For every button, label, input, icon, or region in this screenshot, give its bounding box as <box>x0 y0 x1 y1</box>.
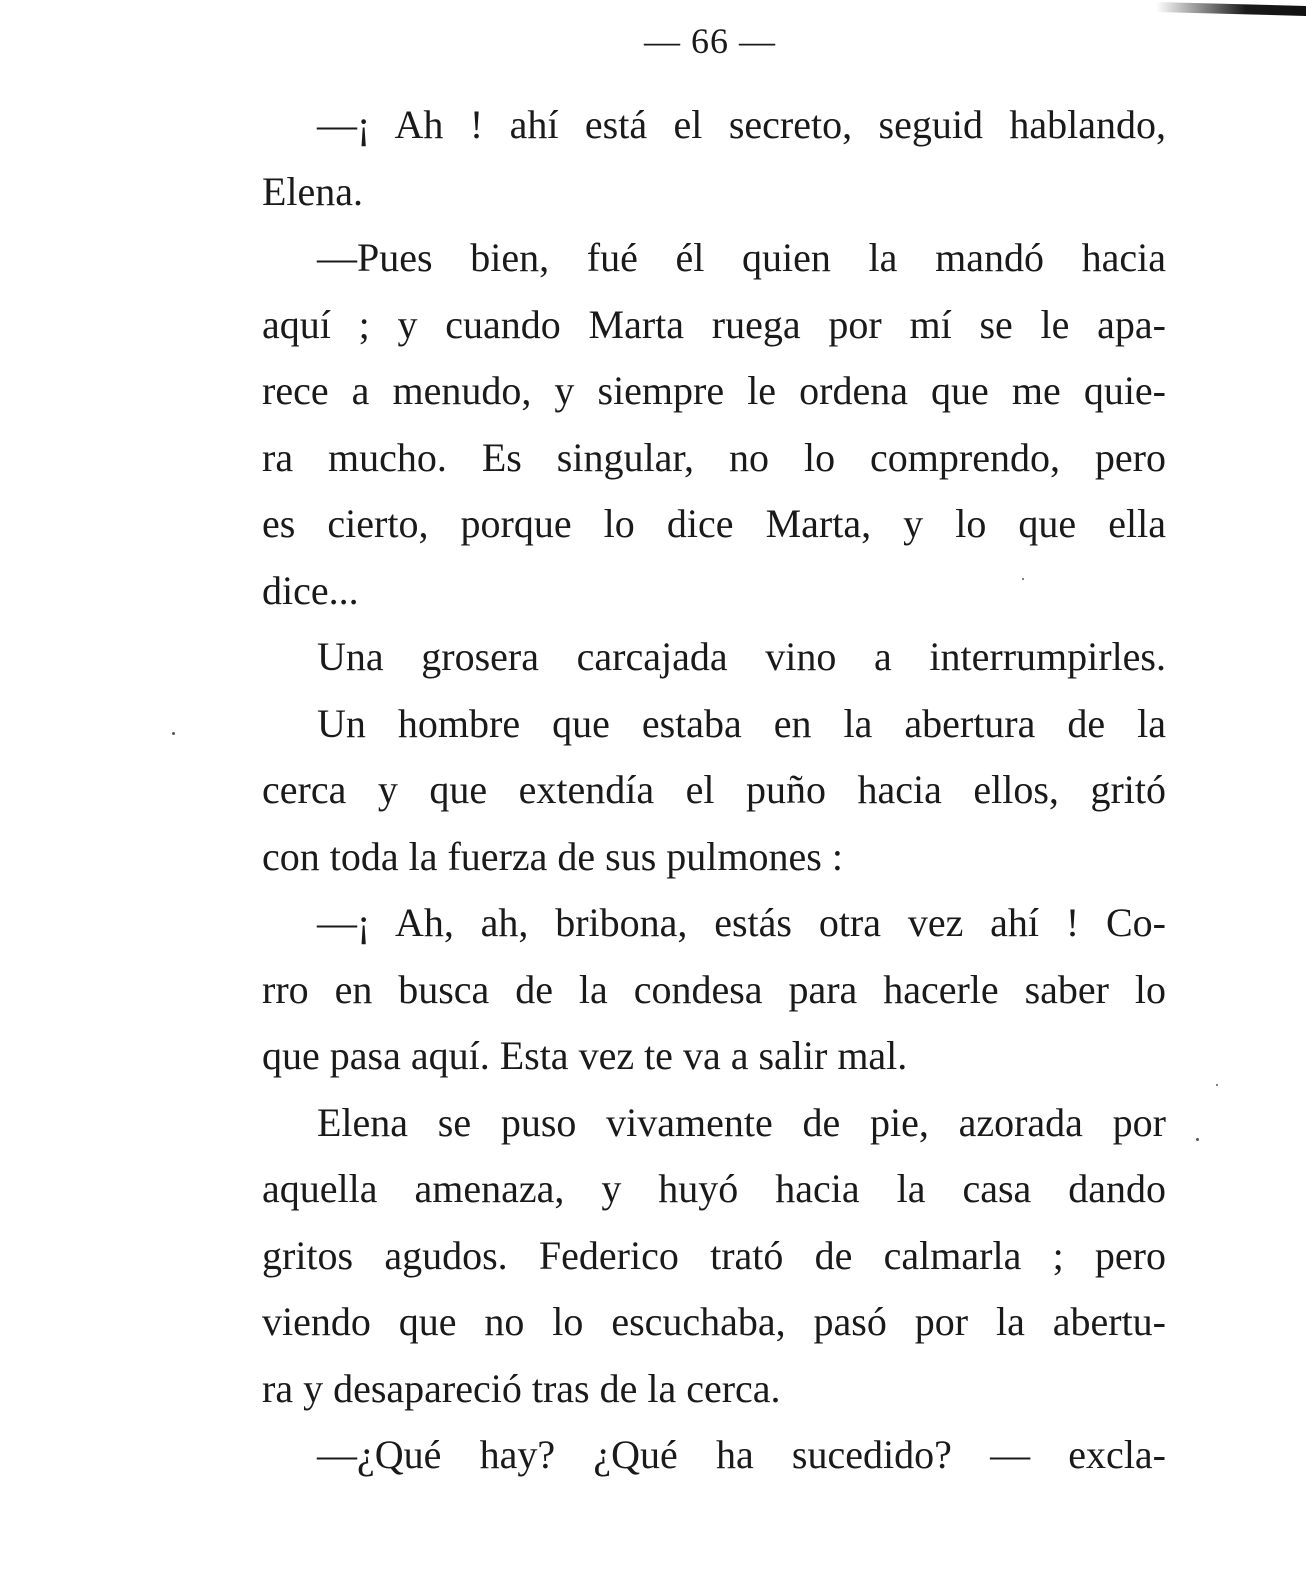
text-line: —Pues bien, fué él quien la mandó hacia <box>317 235 1166 280</box>
text-line: que pasa aquí. Esta vez te va a salir mal. <box>262 1033 908 1078</box>
text-line: dice... <box>262 567 359 613</box>
text-line: aquella amenaza, y huyó hacia la casa dando <box>262 1166 1166 1211</box>
scan-speck <box>1216 1084 1218 1086</box>
text-line: aquí ; y cuando Marta ruega por mí se le apa- <box>262 301 1166 347</box>
page-number: — 66 — <box>644 21 776 61</box>
text-line: ra mucho. Es singular, no lo comprendo, pero <box>262 434 1166 480</box>
text-line: con toda la fuerza de sus pulmones : <box>262 833 843 879</box>
text-line: Elena. <box>262 168 364 214</box>
text-line: viendo que no lo escuchaba, pasó por la abertu- <box>262 1299 1166 1344</box>
text-line: Un hombre que estaba en la abertura de la <box>317 700 1166 746</box>
text-line: —¡ Ah, ah, bribona, estás otra vez ahí ! Co- <box>317 900 1166 945</box>
text-line: cerca y que extendía el puño hacia ellos, gritó <box>262 767 1166 812</box>
text-line: Elena se puso vivamente de pie, azorada por <box>317 1099 1166 1145</box>
text-line: gritos agudos. Federico trató de calmarla ; pero <box>262 1232 1166 1278</box>
text-line: —¡ Ah ! ahí está el secreto, seguid hablando, <box>317 102 1166 147</box>
body-text <box>262 92 1166 1489</box>
text-line: —¿Qué hay? ¿Qué ha sucedido? — excla- <box>317 1432 1166 1477</box>
text-line: es cierto, porque lo dice Marta, y lo que ella <box>262 501 1166 546</box>
text-line: Una grosera carcajada vino a interrumpirles. <box>317 634 1166 679</box>
scan-speck <box>1196 1138 1199 1141</box>
text-line: ra y desapareció tras de la cerca. <box>262 1365 781 1411</box>
scan-speck <box>1022 578 1024 580</box>
text-line: rece a menudo, y siempre le ordena que me quie- <box>262 368 1166 413</box>
text-line: rro en busca de la condesa para hacerle saber lo <box>262 966 1166 1012</box>
scan-edge-mark <box>1156 2 1306 16</box>
scan-speck <box>172 732 175 735</box>
